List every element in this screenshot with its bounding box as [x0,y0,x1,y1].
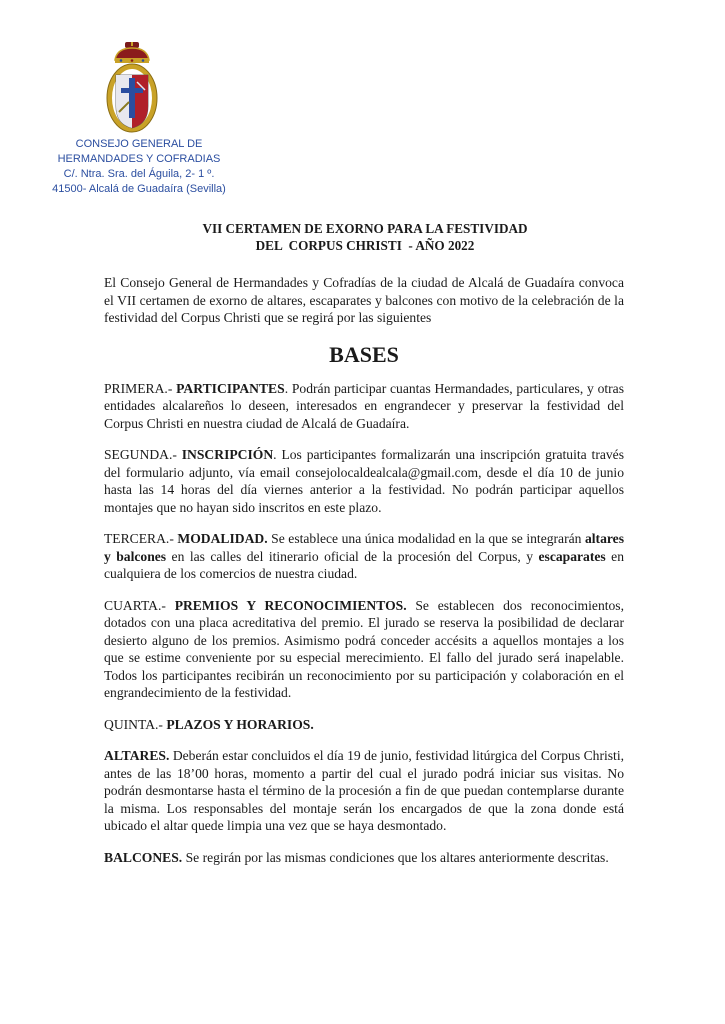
section-heading: PARTICIPANTES [176,380,285,396]
section-text: en las calles del itinerario oficial de la procesión del Corpus, y [166,548,539,564]
section-cuarta [104,597,624,702]
section-text: . Podrán participar cuantas Hermandades, particulares, y otras entidades alcalareños lo deseen, interesados en engrandecer y preservar la festividad del Corpus Christi en nuestra ciudad de Alcalá de Guadaíra. [104,380,624,431]
bold-term: escaparates [538,548,606,564]
section-text: en cualquiera de los comercios de nuestra ciudad. [104,548,624,581]
document-body [104,274,624,880]
section-label: TERCERA.- [104,531,178,546]
section-text: Se establece una única modalidad en la que se integrarán [267,531,585,546]
subsection-balcones [104,849,624,867]
title-line1: VII CERTAMEN DE EXORNO PARA LA FESTIVIDAD [202,221,528,236]
section-heading: INSCRIPCIÓN [181,447,274,462]
bold-term: altares y balcones [104,531,624,564]
organization-block [44,137,234,197]
org-address-city: 41500- Alcalá de Guadaíra (Sevilla) [52,183,226,195]
section-heading: PREMIOS Y RECONOCIMIENTOS. [174,597,407,613]
subsection-heading: ALTARES. [104,748,170,763]
section-text: . Los participantes formalizarán una inscripción gratuita través del formulario adjunto, vía email consejolocaldealcala@gmail.com, desde el día 10 de junio hasta las 14 horas del día viernes anterior a la festividad. No podrán participar aquellos montajes que no hayan sido inscritos en este plazo. [104,447,625,515]
intro-paragraph: El Consejo General de Hermandades y Cofradías de la ciudad de Alcalá de Guadaíra convoca el VII certamen de exorno de altares, escaparates y balcones con motivo de la celebración de la festividad del Corpus Christi que se regirá por las siguientes [104,275,624,325]
document-title [105,220,625,254]
section-primera [104,380,624,433]
bases-heading: BASES [329,341,399,367]
org-address-street: C/. Ntra. Sra. del Águila, 2- 1 º. [63,168,215,180]
section-tercera [104,530,624,583]
section-label: CUARTA.- [104,597,175,613]
section-text: Se establecen dos reconocimientos, dotados con una placa acreditativa del premio. El jurado se reserva la posibilidad de declarar desierto alguno de los premios. Asimismo podrá conceder accésits a aquellos montajes a los que se estime conveniente por su especial merecimiento. El fallo del jurado será inapelable. Todos los participantes recibirán un reconocimiento por su participación y colaboración en el engrandecimiento de la festividad. [104,597,624,700]
section-label: PRIMERA.- [104,380,177,396]
subsection-text: Deberán estar concluidos el día 19 de junio, festividad litúrgica del Corpus Christi, antes de las 18’00 horas, momento a partir del cual el jurado podrá iniciar sus visitas. No podrán desmontarse hasta el término de la procesión a fin de que puedan contemplarse durante la misma. Los responsables del montaje serán los encargados de que la zona donde está ubicado el altar quede limpia una vez que se haya desmontado. [104,748,624,833]
section-label: QUINTA.- [104,716,167,732]
org-name-line2: HERMANDADES Y COFRADIAS [57,153,221,165]
subsection-altares [104,747,624,835]
section-segunda [104,446,624,516]
crest-icon [103,42,161,136]
section-label: SEGUNDA.- [104,447,182,462]
section-heading: PLAZOS Y HORARIOS. [166,716,314,732]
subsection-heading: BALCONES. [104,849,183,865]
section-quinta [104,716,624,734]
section-heading: MODALIDAD. [177,531,268,546]
title-line2: DEL CORPUS CHRISTI - AÑO 2022 [255,238,475,253]
org-name-line1: CONSEJO GENERAL DE [75,138,203,150]
subsection-text: Se regirán por las mismas condiciones que los altares anteriormente descritas. [182,849,609,865]
